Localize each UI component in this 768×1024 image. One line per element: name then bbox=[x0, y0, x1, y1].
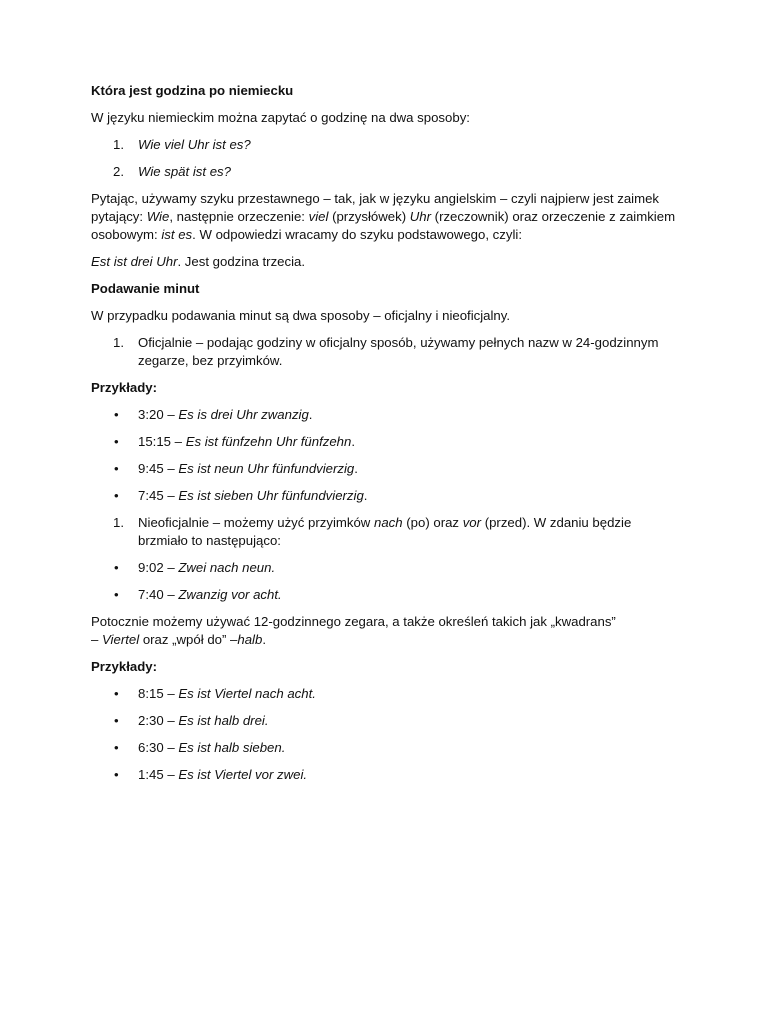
dash: – bbox=[163, 767, 179, 782]
official-example-4: • 7:45 – Es ist sieben Uhr fünfundvierzig. bbox=[114, 488, 368, 503]
text-run: (po) oraz bbox=[402, 515, 463, 530]
text-run: . bbox=[262, 632, 266, 647]
text-run: . W odpowiedzi wracamy do szyku podstawowego, czyli: bbox=[192, 227, 522, 242]
official-text: Oficjalnie – podając godziny w oficjalny sposób, używamy pełnych nazw w 24-godzinnym zegarze, bez przyimków. bbox=[138, 335, 659, 368]
italic-term: Uhr bbox=[409, 209, 432, 224]
official-item bbox=[91, 334, 681, 370]
examples-label: Przykłady: bbox=[91, 380, 157, 395]
italic-term: halb bbox=[237, 632, 263, 647]
dash: – bbox=[163, 686, 179, 701]
example-text: Zwei nach neun. bbox=[178, 560, 276, 575]
list-number: 1. bbox=[113, 335, 124, 350]
dash: – bbox=[163, 407, 179, 422]
document-body bbox=[91, 82, 681, 793]
question-text: Wie viel Uhr ist es? bbox=[138, 137, 251, 152]
unofficial-item bbox=[91, 514, 681, 550]
italic-term: viel bbox=[308, 209, 329, 224]
document-title: Która jest godzina po niemiecku bbox=[91, 83, 294, 98]
dash: – bbox=[163, 560, 179, 575]
text-run: (rzeczownik) oraz orzeczenie z zaimkiem osobowym: bbox=[91, 209, 676, 242]
dash: – bbox=[91, 632, 102, 647]
example-text: Es ist halb drei. bbox=[178, 713, 269, 728]
italic-term: nach bbox=[373, 515, 403, 530]
bullet-marker: • bbox=[114, 560, 119, 575]
example-time: 6:30 bbox=[138, 740, 164, 755]
example-time: 9:45 bbox=[138, 461, 164, 476]
text-run: Potocznie możemy używać 12-godzinnego zegara, a także określeń takich jak „kwadrans” bbox=[91, 614, 616, 629]
italic-term: Wie bbox=[146, 209, 170, 224]
list-number: 1. bbox=[113, 515, 124, 530]
question-item-1 bbox=[91, 136, 681, 154]
example-time: 8:15 bbox=[138, 686, 164, 701]
colloquial-example-4 bbox=[91, 766, 681, 784]
italic-term: Est ist drei Uhr bbox=[91, 254, 178, 269]
official-example-3: • 9:45 – Es ist neun Uhr fünfundvierzig. bbox=[114, 461, 358, 476]
colloquial-example-1 bbox=[91, 685, 681, 703]
text-run: Pytając, używamy szyku przestawnego – tak, jak w języku angielskim – czyli najpierw jest zaimek pytający: bbox=[91, 191, 660, 224]
dash: – bbox=[163, 461, 179, 476]
example-time: 3:20 bbox=[138, 407, 164, 422]
dash: – bbox=[163, 587, 179, 602]
colloquial-example-2 bbox=[91, 712, 681, 730]
dash: – bbox=[171, 434, 186, 449]
bullet-marker: • bbox=[114, 434, 119, 449]
example-text: Es ist Viertel vor zwei. bbox=[178, 767, 308, 782]
text-run: Nieoficjalnie – możemy użyć przyimków bbox=[138, 515, 374, 530]
example-text: Es ist halb sieben. bbox=[178, 740, 286, 755]
example-time: 9:02 bbox=[138, 560, 164, 575]
text-run: (przed). W zdaniu będzie brzmiało to następująco: bbox=[138, 515, 632, 548]
example-text: Es ist neun Uhr fünfundvierzig bbox=[178, 461, 355, 476]
dash: – bbox=[163, 713, 179, 728]
dash: – bbox=[163, 488, 179, 503]
examples-label-2: Przykłady: bbox=[91, 659, 157, 674]
question-text: Wie spät ist es? bbox=[138, 164, 231, 179]
colloquial-paragraph bbox=[91, 613, 681, 649]
example-text: Es is drei Uhr zwanzig bbox=[178, 407, 309, 422]
unofficial-example-2 bbox=[91, 586, 681, 604]
example-text: Es ist Viertel nach acht. bbox=[178, 686, 316, 701]
text-run: . Jest godzina trzecia. bbox=[177, 254, 306, 269]
example-text: Es ist sieben Uhr fünfundvierzig bbox=[178, 488, 364, 503]
official-example-1: • 3:20 – Es is drei Uhr zwanzig. bbox=[114, 407, 313, 422]
dash: – bbox=[163, 740, 179, 755]
minutes-intro: W przypadku podawania minut są dwa sposoby – oficjalny i nieoficjalny. bbox=[91, 308, 511, 323]
bullet-marker: • bbox=[114, 587, 119, 602]
unofficial-example-1 bbox=[91, 559, 681, 577]
intro-paragraph: W języku niemieckim można zapytać o godzinę na dwa sposoby: bbox=[91, 110, 470, 125]
text-run: oraz „wpół do” – bbox=[139, 632, 238, 647]
bullet-marker: • bbox=[114, 461, 119, 476]
italic-term: vor bbox=[462, 515, 482, 530]
example-time: 7:45 bbox=[138, 488, 164, 503]
list-number: 2. bbox=[113, 164, 124, 179]
text-run: , następnie orzeczenie: bbox=[169, 209, 309, 224]
example-time: 7:40 bbox=[138, 587, 164, 602]
bullet-marker: • bbox=[114, 686, 119, 701]
example-time: 15:15 bbox=[138, 434, 172, 449]
explanation-paragraph bbox=[91, 190, 681, 244]
bullet-marker: • bbox=[114, 488, 119, 503]
text-run: (przysłówek) bbox=[328, 209, 410, 224]
question-item-2 bbox=[91, 163, 681, 181]
italic-term: Viertel bbox=[102, 632, 140, 647]
example-text: Zwanzig vor acht. bbox=[178, 587, 282, 602]
section-heading-minutes: Podawanie minut bbox=[91, 281, 200, 296]
official-example-2: • 15:15 – Es ist fünfzehn Uhr fünfzehn. bbox=[114, 434, 356, 449]
italic-term: ist es bbox=[161, 227, 193, 242]
colloquial-example-3 bbox=[91, 739, 681, 757]
bullet-marker: • bbox=[114, 767, 119, 782]
bullet-marker: • bbox=[114, 713, 119, 728]
list-number: 1. bbox=[113, 137, 124, 152]
bullet-marker: • bbox=[114, 740, 119, 755]
example-text: Es ist fünfzehn Uhr fünfzehn bbox=[185, 434, 352, 449]
example-sentence bbox=[91, 253, 681, 271]
example-time: 2:30 bbox=[138, 713, 164, 728]
bullet-marker: • bbox=[114, 407, 119, 422]
example-time: 1:45 bbox=[138, 767, 164, 782]
